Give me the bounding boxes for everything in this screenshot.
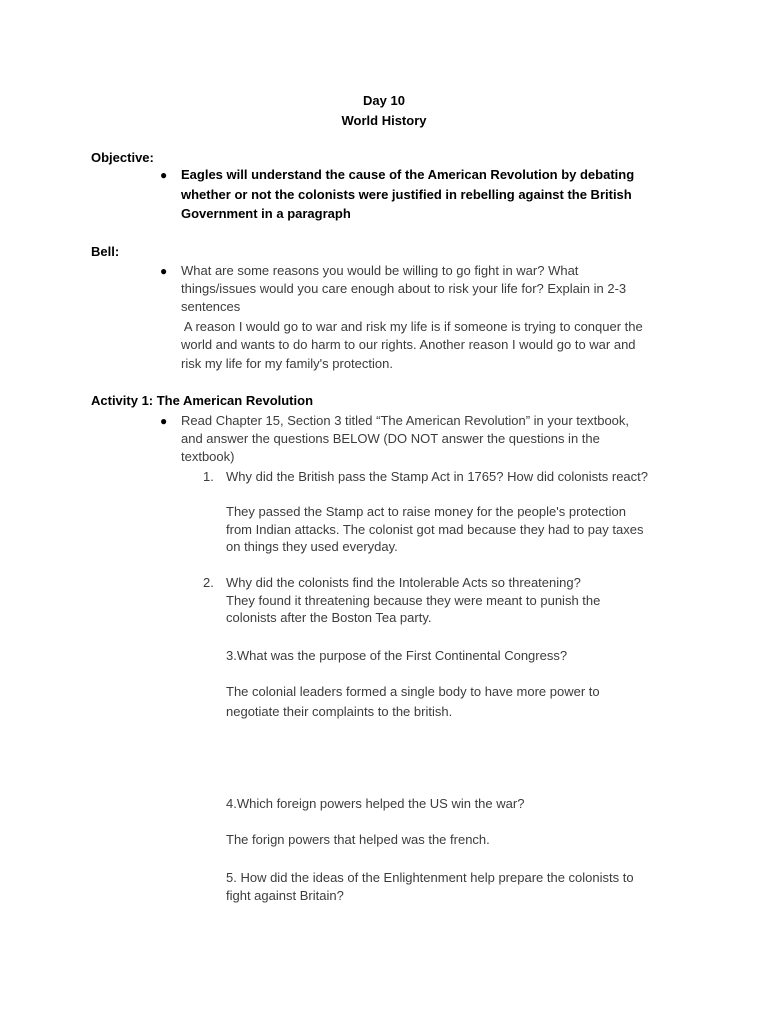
objective-line: Eagles will understand the cause of the American Revolution by debating [181, 167, 635, 182]
subject-title: World History [341, 113, 427, 128]
question-5-line: 5. How did the ideas of the Enlightenment help prepare the colonists to [226, 870, 634, 885]
objective-line: whether or not the colonists were justified in rebelling against the British [181, 187, 632, 202]
answer-2-line: They found it threatening because they were meant to punish the [226, 593, 601, 608]
bullet-icon: ● [160, 414, 168, 428]
answer-1-line: on things they used everyday. [226, 539, 398, 554]
question-1: Why did the British pass the Stamp Act in 1765? How did colonists react? [226, 469, 648, 484]
answer-4: The forign powers that helped was the french. [226, 832, 490, 847]
question-number: 1. [203, 469, 214, 484]
question-3: 3.What was the purpose of the First Continental Congress? [226, 648, 568, 663]
question-number: 2. [203, 575, 214, 590]
bell-answer-line: A reason I would go to war and risk my life is if someone is trying to conquer the [181, 319, 643, 334]
bullet-icon: ● [160, 168, 168, 182]
bell-prompt-line: things/issues would you care enough about to risk your life for? Explain in 2-3 [181, 281, 627, 296]
bell-prompt-line: What are some reasons you would be willing to go fight in war? What [181, 263, 579, 278]
objective-heading: Objective: [91, 150, 154, 165]
activity1-instruction-line: and answer the questions BELOW (DO NOT answer the questions in the [181, 431, 600, 446]
answer-2-line: colonists after the Boston Tea party. [226, 610, 432, 625]
bell-answer-line: risk my life for my family's protection. [181, 356, 393, 371]
bell-heading: Bell: [91, 244, 120, 259]
objective-line: Government in a paragraph [181, 206, 351, 221]
answer-1-line: They passed the Stamp act to raise money for the people's protection [226, 504, 626, 519]
activity1-heading: Activity 1: The American Revolution [91, 393, 314, 408]
bell-answer-line: world and wants to do harm to our rights. Another reason I would go to war and [181, 337, 636, 352]
question-5-line: fight against Britain? [226, 888, 344, 903]
answer-3-line: The colonial leaders formed a single body to have more power to [226, 684, 600, 699]
day-title: Day 10 [363, 93, 405, 108]
answer-3-line: negotiate their complaints to the british. [226, 704, 453, 719]
answer-1-line: from Indian attacks. The colonist got mad because they had to pay taxes [226, 522, 644, 537]
bell-prompt-line: sentences [181, 299, 241, 314]
activity1-instruction-line: textbook) [181, 449, 235, 464]
question-2: Why did the colonists find the Intolerable Acts so threatening? [226, 575, 581, 590]
activity1-instruction-line: Read Chapter 15, Section 3 titled “The American Revolution” in your textbook, [181, 413, 630, 428]
bullet-icon: ● [160, 264, 168, 278]
question-4: 4.Which foreign powers helped the US win the war? [226, 796, 525, 811]
